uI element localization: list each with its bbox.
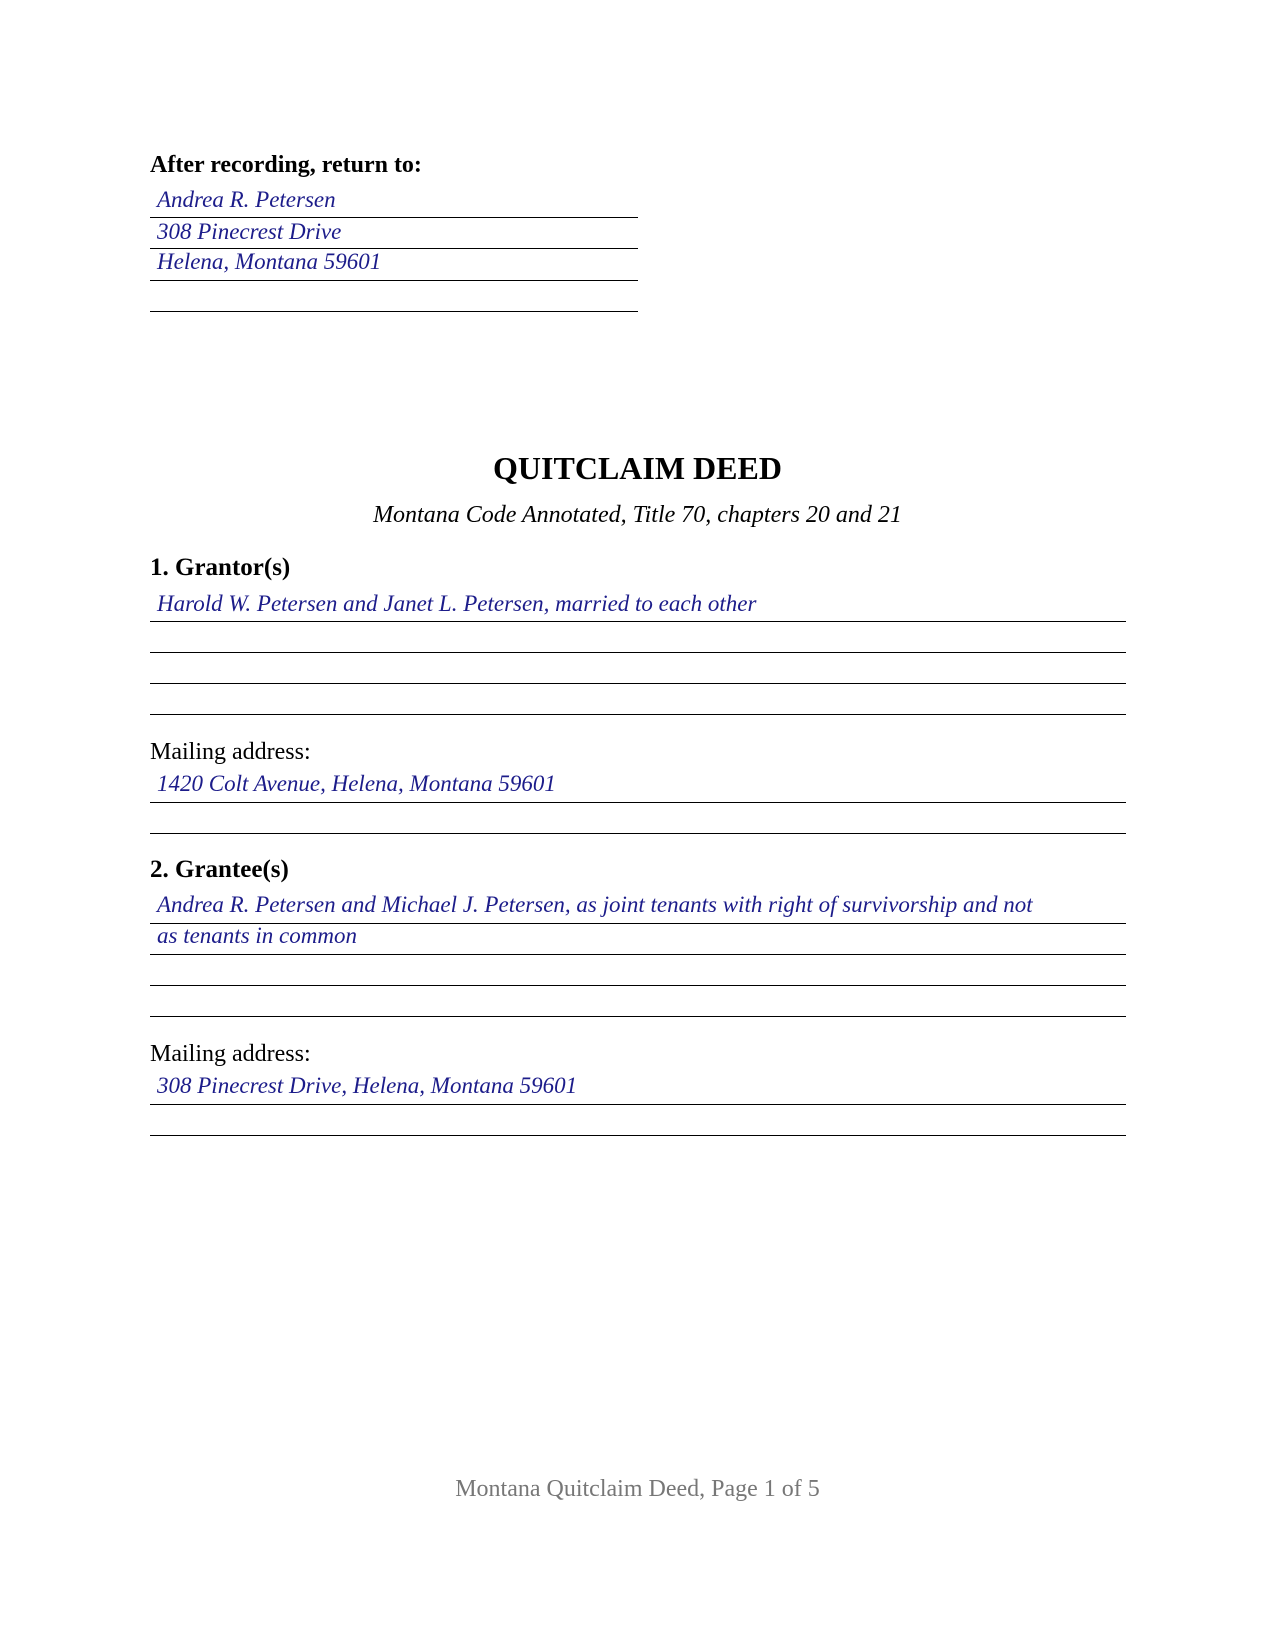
page-footer: Montana Quitclaim Deed, Page 1 of 5 bbox=[455, 1476, 820, 1502]
grantee-line-3 bbox=[150, 985, 1126, 986]
grantee-names-field-line1[interactable]: Andrea R. Petersen and Michael J. Petersen, as joint tenants with right of survivorship and not bbox=[157, 892, 1033, 917]
grantor-line-2 bbox=[150, 652, 1126, 653]
return-line-4 bbox=[150, 311, 638, 312]
grantee-heading: 2. Grantee(s) bbox=[150, 856, 289, 883]
grantee-mailing-line-1 bbox=[150, 1104, 1126, 1105]
grantor-mailing-line-1 bbox=[150, 802, 1126, 803]
grantor-names-field[interactable]: Harold W. Petersen and Janet L. Petersen, married to each other bbox=[157, 591, 757, 616]
return-name-field[interactable]: Andrea R. Petersen bbox=[157, 187, 336, 212]
return-to-label: After recording, return to: bbox=[150, 152, 422, 178]
grantor-mailing-address-field[interactable]: 1420 Colt Avenue, Helena, Montana 59601 bbox=[157, 771, 556, 796]
grantee-mailing-label: Mailing address: bbox=[150, 1041, 311, 1067]
grantor-mailing-line-2 bbox=[150, 833, 1126, 834]
grantee-mailing-line-2 bbox=[150, 1135, 1126, 1136]
grantee-line-4 bbox=[150, 1016, 1126, 1017]
return-street-field[interactable]: 308 Pinecrest Drive bbox=[157, 219, 342, 244]
grantee-line-2 bbox=[150, 954, 1126, 955]
grantor-line-1 bbox=[150, 621, 1126, 622]
document-title: QUITCLAIM DEED bbox=[493, 450, 782, 486]
grantor-line-3 bbox=[150, 683, 1126, 684]
return-city-field[interactable]: Helena, Montana 59601 bbox=[157, 249, 382, 274]
document-subtitle: Montana Code Annotated, Title 70, chapters 20 and 21 bbox=[373, 502, 902, 528]
grantor-line-4 bbox=[150, 714, 1126, 715]
grantor-heading: 1. Grantor(s) bbox=[150, 554, 291, 581]
return-line-3 bbox=[150, 280, 638, 281]
grantee-mailing-address-field[interactable]: 308 Pinecrest Drive, Helena, Montana 59601 bbox=[157, 1073, 578, 1098]
grantee-names-field-line2[interactable]: as tenants in common bbox=[157, 923, 357, 948]
grantor-mailing-label: Mailing address: bbox=[150, 739, 311, 765]
